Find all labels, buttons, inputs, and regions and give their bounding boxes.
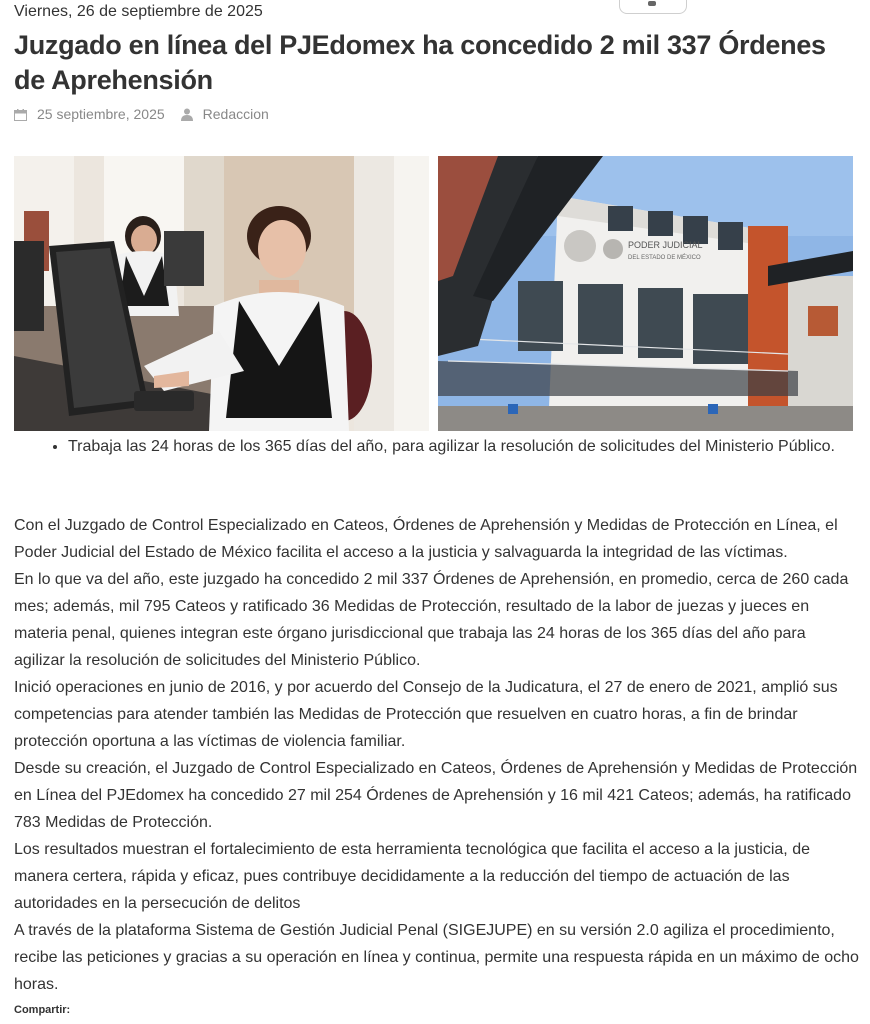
highlights-list: [14, 433, 868, 460]
article-paragraph: Desde su creación, el Juzgado de Control Especializado en Cateos, Órdenes de Aprehensión y Medidas de Protección en Línea del PJEdomex ha concedido 27 mil 254 Órdenes de Aprehensión y 16 mil 421 Cateos; además, ha ratificado 783 Medidas de Protección.: [14, 760, 858, 831]
office-workers-photo: [14, 156, 429, 431]
article-body: [14, 512, 859, 998]
building-sign-text: PODER JUDICIAL: [628, 240, 703, 250]
article-paragraph: Inició operaciones en junio de 2016, y por acuerdo del Consejo de la Judicatura, el 27 de enero de 2021, amplió sus competencias para atender también las Medidas de Protección que resuelven en cuatro horas, a fin de brindar protección oportuna a las víctimas de violencia familiar.: [14, 679, 838, 750]
building-sign-subtext: DEL ESTADO DE MÉXICO: [628, 255, 701, 261]
article-paragraph: Los resultados muestran el fortalecimiento de esta herramienta tecnológica que facilita el acceso a la justicia, de manera certera, rápida y eficaz, pues contribuye decididamente a la reducción del tiempo de actuación de las autoridades en la persecución de delitos: [14, 841, 810, 912]
article-date[interactable]: 25 septiembre, 2025: [37, 106, 165, 122]
article-author[interactable]: Redaccion: [202, 106, 269, 122]
article-title[interactable]: Juzgado en línea del PJEdomex ha concedido 2 mil 337 Órdenes de Aprehensión: [14, 30, 826, 95]
article-paragraph: A través de la plataforma Sistema de Gestión Judicial Penal (SIGEJUPE) en su versión 2.0 agiliza el procedimiento, recibe las peticiones y gracias a su operación en línea y continua, permite una respuesta rápida en un máximo de ocho horas.: [14, 922, 859, 993]
court-building-photo: [438, 156, 853, 431]
share-label: Compartir:: [14, 1004, 71, 1016]
chevron-icon: [648, 1, 656, 6]
date-line: Viernes, 26 de septiembre de 2025: [14, 3, 263, 20]
user-icon: [181, 108, 193, 121]
search-toggle-button[interactable]: [619, 0, 687, 14]
calendar-icon: [14, 108, 27, 120]
article-paragraph: Con el Juzgado de Control Especializado en Cateos, Órdenes de Aprehensión y Medidas de Protección en Línea, el Poder Judicial del Estado de México facilita el acceso a la justicia y salvaguarda la integridad de las víctimas.: [14, 517, 838, 561]
list-item: • Trabaja las 24 horas de los 365 días del año, para agilizar la resolución de solicitudes del Ministerio Público.: [68, 433, 868, 460]
article-meta: [14, 106, 269, 122]
article-paragraph: En lo que va del año, este juzgado ha concedido 2 mil 337 Órdenes de Aprehensión, en promedio, cerca de 260 cada mes; además, mil 795 Cateos y ratificado 36 Medidas de Protección, resultado de la labor de juezas y jueces en materia penal, quienes integran este órgano jurisdiccional que trabaja las 24 horas de los 365 días del año para agilizar la resolución de solicitudes del Ministerio Público.: [14, 571, 849, 669]
